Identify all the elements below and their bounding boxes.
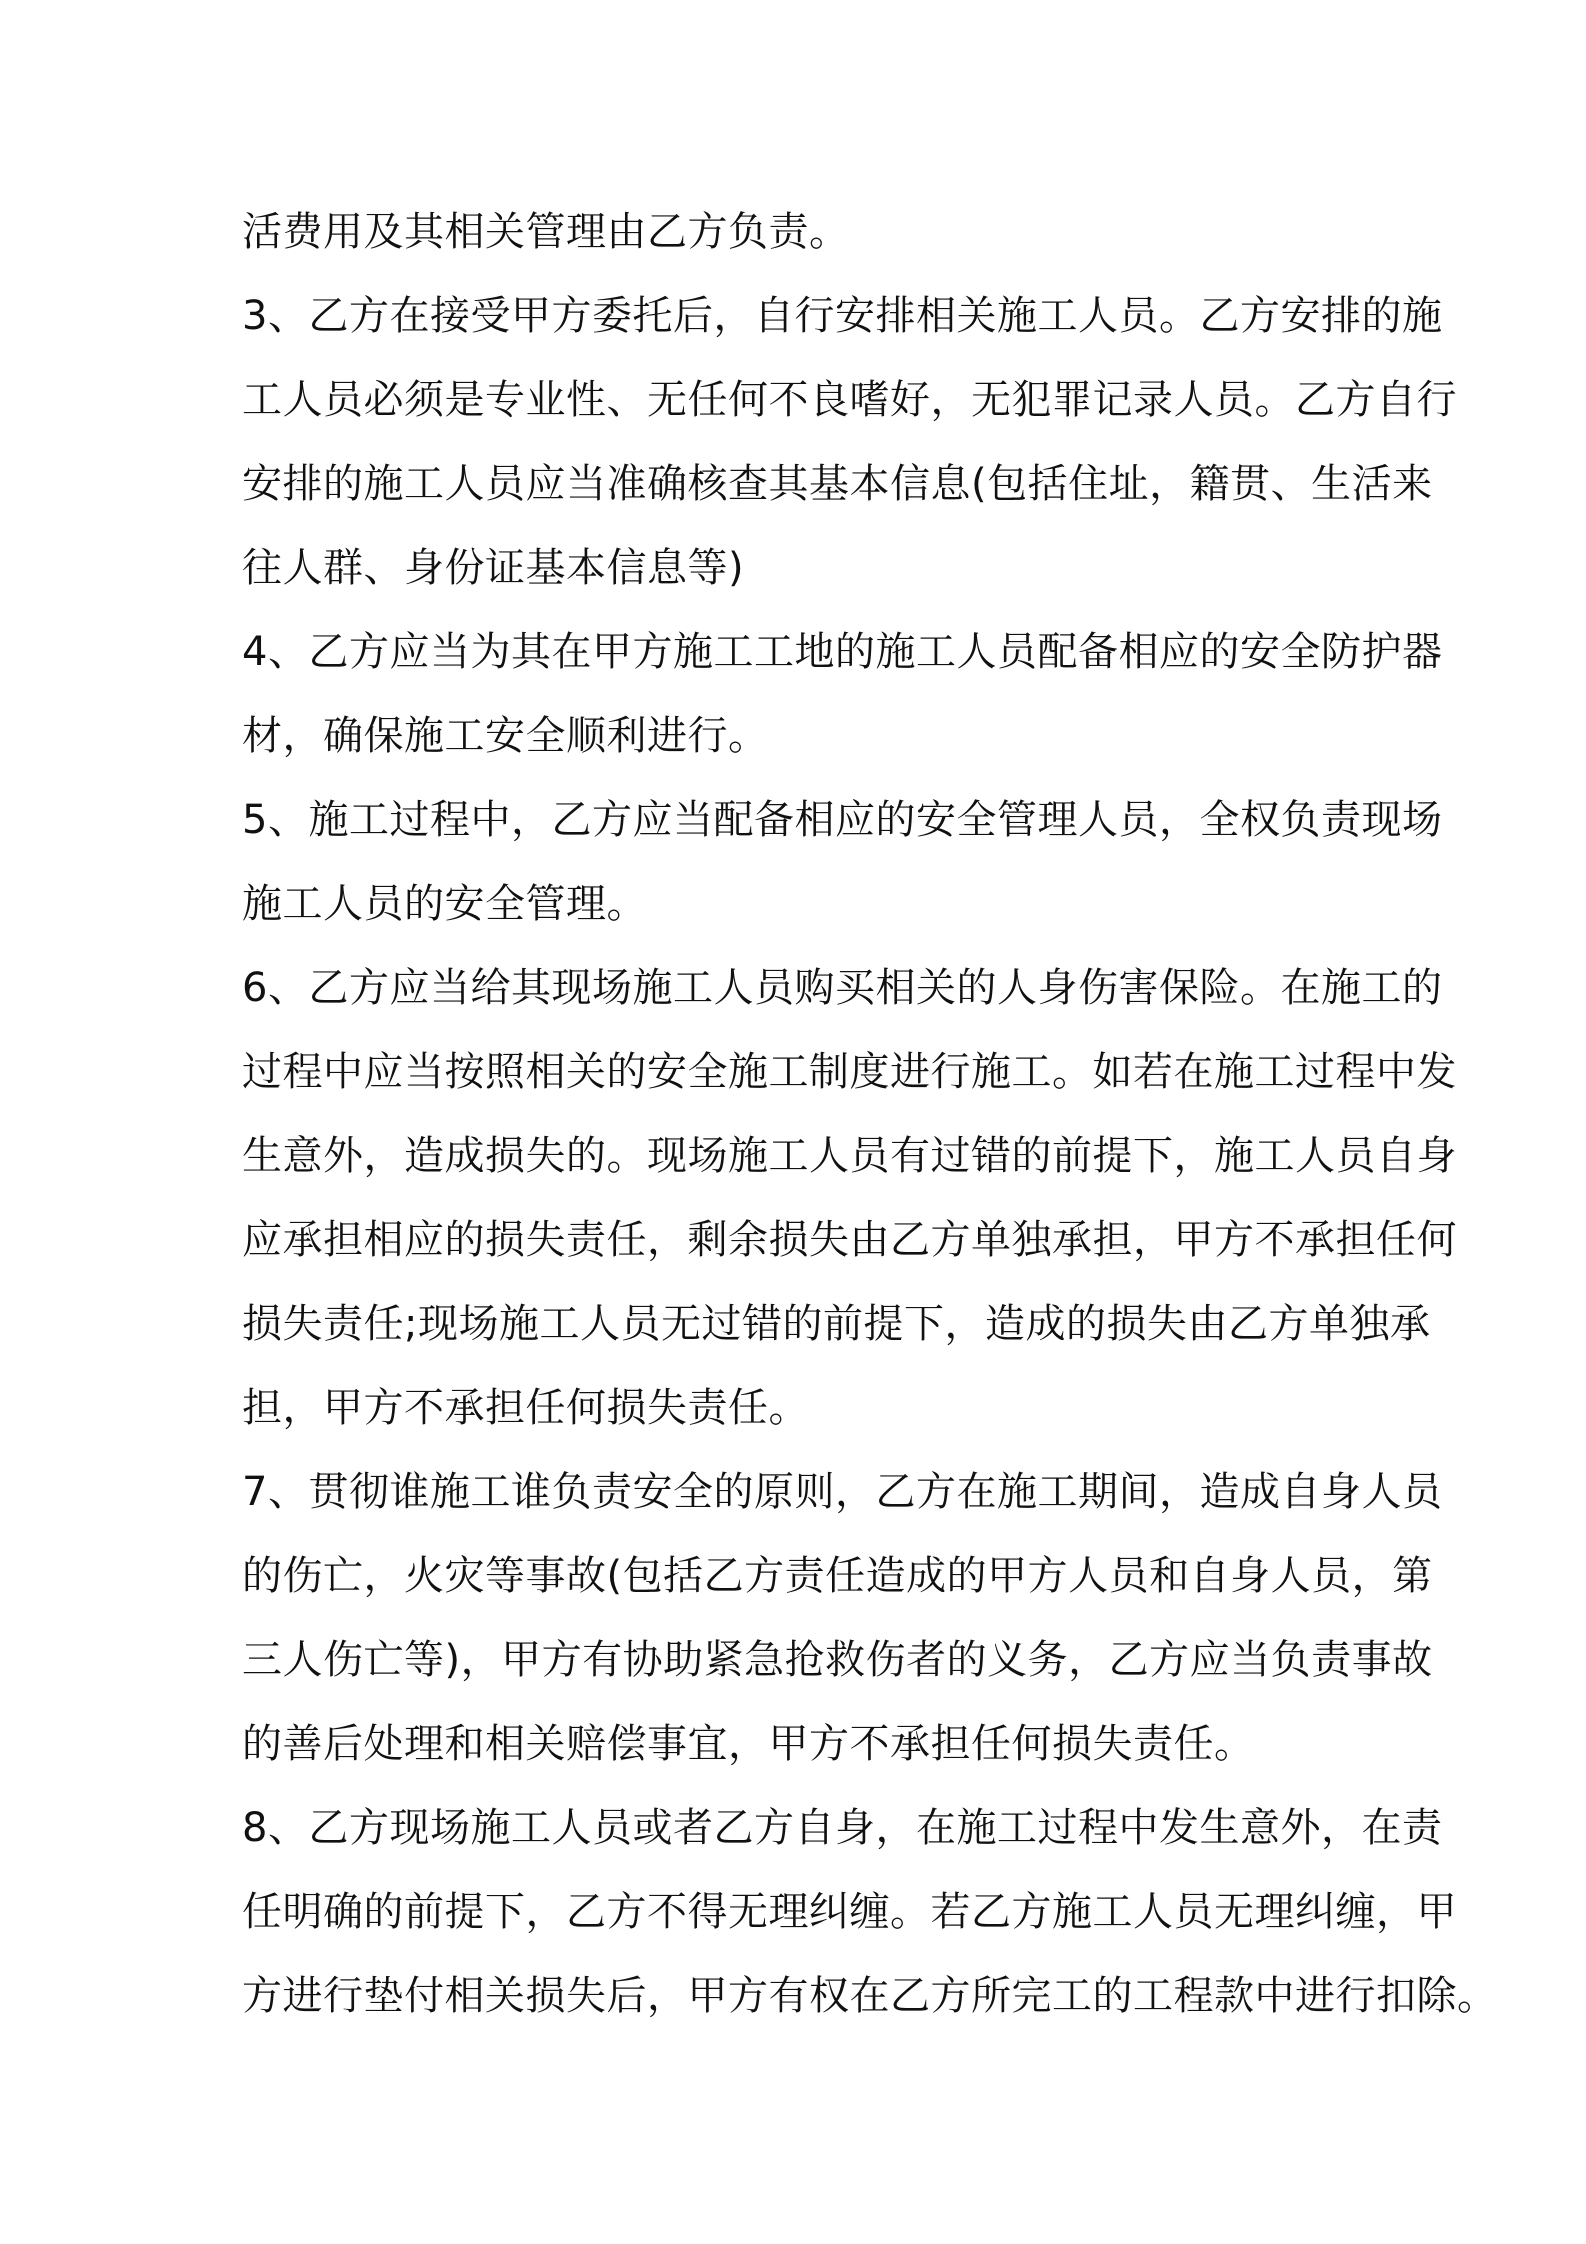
clause-3-line: 3、乙方在接受甲方委托后，自行安排相关施工人员。乙方安排的施 <box>242 293 1443 339</box>
text-line: 的伤亡，火灾等事故(包括乙方责任造成的甲方人员和自身人员，第 <box>242 1553 1433 1599</box>
text-line: 活费用及其相关管理由乙方负责。 <box>242 209 850 255</box>
text-line: 过程中应当按照相关的安全施工制度进行施工。如若在施工过程中发 <box>242 1049 1457 1095</box>
text-line: 担，甲方不承担任何损失责任。 <box>242 1385 809 1431</box>
text-line: 工人员必须是专业性、无任何不良嗜好，无犯罪记录人员。乙方自行 <box>242 377 1457 423</box>
text-line: 任明确的前提下，乙方不得无理纠缠。若乙方施工人员无理纠缠，甲 <box>242 1889 1457 1935</box>
text-line: 安排的施工人员应当准确核查其基本信息(包括住址，籍贯、生活来 <box>242 461 1433 507</box>
text-line: 施工人员的安全管理。 <box>242 881 647 927</box>
clause-8-line: 8、乙方现场施工人员或者乙方自身，在施工过程中发生意外，在责 <box>242 1805 1443 1851</box>
clause-6-line: 6、乙方应当给其现场施工人员购买相关的人身伤害保险。在施工的 <box>242 965 1443 1011</box>
text-line: 损失责任;现场施工人员无过错的前提下，造成的损失由乙方单独承 <box>242 1301 1431 1347</box>
text-line: 生意外，造成损失的。现场施工人员有过错的前提下，施工人员自身 <box>242 1133 1457 1179</box>
clause-4-line: 4、乙方应当为其在甲方施工工地的施工人员配备相应的安全防护器 <box>242 629 1443 675</box>
clause-5-line: 5、施工过程中，乙方应当配备相应的安全管理人员，全权负责现场 <box>242 797 1443 843</box>
contract-text <box>242 190 1498 2038</box>
text-line: 材，确保施工安全顺利进行。 <box>242 713 769 759</box>
text-line: 方进行垫付相关损失后，甲方有权在乙方所完工的工程款中进行扣除。 <box>242 1973 1498 2019</box>
text-line: 的善后处理和相关赔偿事宜，甲方不承担任何损失责任。 <box>242 1721 1255 1767</box>
text-line: 三人伤亡等)，甲方有协助紧急抢救伤者的义务，乙方应当负责事故 <box>242 1637 1433 1683</box>
text-line: 应承担相应的损失责任，剩余损失由乙方单独承担，甲方不承担任何 <box>242 1217 1457 1263</box>
text-line: 往人群、身份证基本信息等) <box>242 545 745 591</box>
clause-7-line: 7、贯彻谁施工谁负责安全的原则，乙方在施工期间，造成自身人员 <box>242 1469 1443 1515</box>
